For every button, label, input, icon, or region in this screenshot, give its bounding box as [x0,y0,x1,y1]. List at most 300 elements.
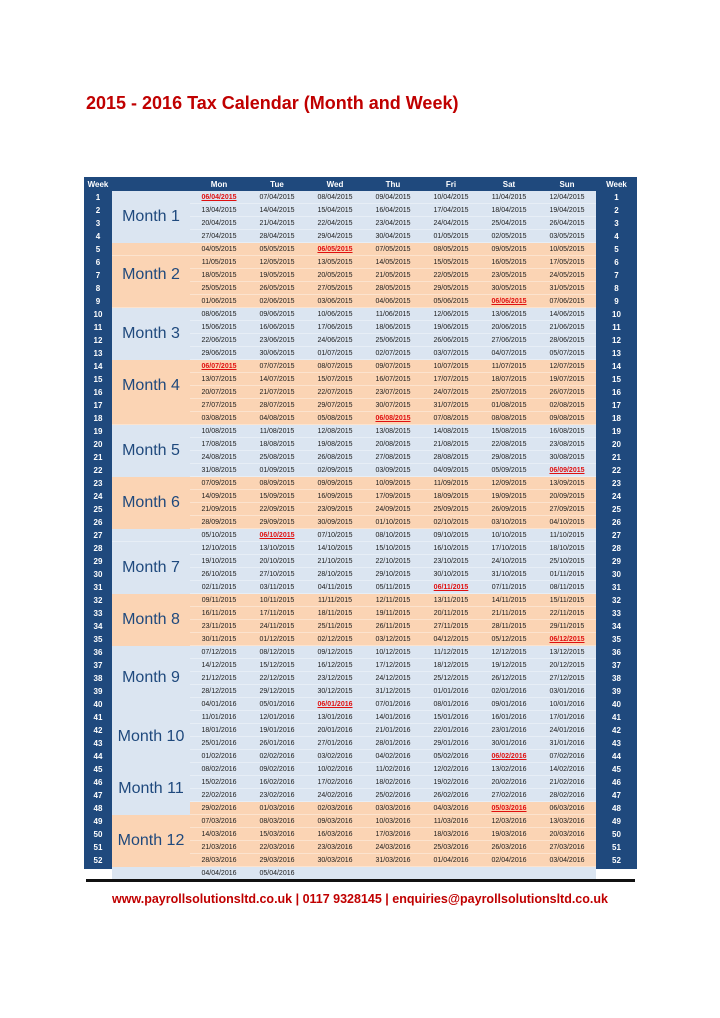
date-cell: 07/02/2016 [538,750,596,763]
table-row [84,308,637,321]
week-header-right: Week [606,179,627,189]
date-cell: 20/05/2015 [306,269,364,282]
date-cell: 19/03/2016 [480,828,538,841]
week-number: 50 [93,829,103,839]
date-cell: 13/11/2015 [422,594,480,607]
date-cell: 18/11/2015 [306,607,364,620]
date-cell: 10/02/2016 [306,763,364,776]
date-cell: 22/10/2015 [364,555,422,568]
highlighted-date-cell: 06/12/2015 [538,633,596,646]
table-row [84,243,637,256]
date-cell: 11/11/2015 [306,594,364,607]
week-number: 11 [612,322,621,332]
date-cell: 28/06/2015 [538,334,596,347]
week-number: 15 [93,374,103,384]
month-label: Month 12 [112,815,190,867]
date-cell: 14/08/2015 [422,425,480,438]
week-number: 26 [93,517,103,527]
date-cell: 02/11/2015 [190,581,248,594]
week-number: 34 [93,621,103,631]
week-number: 33 [612,608,621,618]
date-cell: 15/11/2015 [538,594,596,607]
date-cell: 08/07/2015 [306,360,364,373]
week-number: 18 [612,413,621,423]
date-cell: 03/11/2015 [248,581,306,594]
date-cell: 11/01/2016 [190,711,248,724]
date-cell: 25/03/2016 [422,841,480,854]
date-cell: 26/08/2015 [306,451,364,464]
date-cell: 08/03/2016 [248,815,306,828]
week-number: 53 [93,868,103,878]
date-cell: 22/07/2015 [306,386,364,399]
date-cell: 18/05/2015 [190,269,248,282]
date-cell: 16/11/2015 [190,607,248,620]
week-number: 35 [93,634,103,644]
date-cell [422,867,480,880]
date-cell: 20/07/2015 [190,386,248,399]
date-cell: 02/04/2016 [480,854,538,867]
date-cell: 28/08/2015 [422,451,480,464]
week-number: 21 [612,452,621,462]
week-number: 5 [614,244,619,254]
date-cell: 05/11/2015 [364,581,422,594]
date-cell: 24/10/2015 [480,555,538,568]
date-cell: 15/06/2015 [190,321,248,334]
week-number: 38 [612,673,621,683]
date-cell: 11/08/2015 [248,425,306,438]
date-cell: 08/05/2015 [422,243,480,256]
date-cell: 22/03/2016 [248,841,306,854]
date-cell: 10/11/2015 [248,594,306,607]
date-cell: 13/10/2015 [248,542,306,555]
date-cell: 10/09/2015 [364,477,422,490]
date-cell: 26/12/2015 [480,672,538,685]
date-cell: 23/04/2015 [364,217,422,230]
date-cell: 17/07/2015 [422,373,480,386]
week-number: 40 [612,699,621,709]
date-cell: 17/06/2015 [306,321,364,334]
table-row [84,542,637,555]
date-cell: 12/12/2015 [480,646,538,659]
date-cell: 04/10/2015 [538,516,596,529]
date-cell: 20/10/2015 [248,555,306,568]
date-cell: 13/04/2015 [190,204,248,217]
date-cell [364,867,422,880]
week-number: 51 [93,842,103,852]
date-cell: 11/05/2015 [190,256,248,269]
date-cell: 01/05/2015 [422,230,480,243]
date-cell: 06/03/2016 [538,802,596,815]
date-cell: 27/10/2015 [248,568,306,581]
month-spacer [112,412,190,425]
date-cell: 29/06/2015 [190,347,248,360]
date-cell: 12/08/2015 [306,425,364,438]
date-cell [480,867,538,880]
date-cell: 20/01/2016 [306,724,364,737]
date-cell: 10/01/2016 [538,698,596,711]
date-cell: 31/12/2015 [364,685,422,698]
highlighted-date-cell: 06/06/2015 [480,295,538,308]
date-cell: 30/12/2015 [306,685,364,698]
month-label: Month 10 [112,711,190,763]
date-cell: 23/09/2015 [306,503,364,516]
date-cell: 09/10/2015 [422,529,480,542]
date-cell: 25/09/2015 [422,503,480,516]
date-cell: 20/03/2016 [538,828,596,841]
date-cell: 14/11/2015 [480,594,538,607]
date-cell: 02/12/2015 [306,633,364,646]
date-cell: 25/04/2015 [480,217,538,230]
date-cell: 16/04/2015 [364,204,422,217]
table-row [84,867,637,880]
date-cell: 24/09/2015 [364,503,422,516]
date-cell: 28/01/2016 [364,737,422,750]
date-cell: 30/06/2015 [248,347,306,360]
week-number: 4 [614,231,619,241]
week-number: 12 [612,335,621,345]
date-cell: 26/05/2015 [248,282,306,295]
week-number: 36 [612,647,621,657]
week-number: 10 [93,309,103,319]
week-number: 46 [612,777,621,787]
date-cell: 24/03/2016 [364,841,422,854]
date-cell: 03/04/2016 [538,854,596,867]
table-row [84,256,637,269]
date-cell: 05/06/2015 [422,295,480,308]
date-cell: 03/10/2015 [480,516,538,529]
week-number: 49 [612,816,621,826]
date-cell: 15/04/2015 [306,204,364,217]
date-cell: 02/03/2016 [306,802,364,815]
date-cell: 25/06/2015 [364,334,422,347]
week-number: 29 [612,556,621,566]
date-cell: 05/07/2015 [538,347,596,360]
date-cell: 24/01/2016 [538,724,596,737]
highlighted-date-cell: 06/07/2015 [190,360,248,373]
month-label: Month 6 [112,477,190,529]
date-cell: 04/02/2016 [364,750,422,763]
week-number: 33 [93,608,103,618]
highlighted-date-cell: 06/04/2015 [190,191,248,204]
week-number: 11 [93,322,103,332]
date-cell: 14/10/2015 [306,542,364,555]
date-cell: 29/10/2015 [364,568,422,581]
week-number: 10 [612,309,621,319]
date-cell: 01/09/2015 [248,464,306,477]
week-number: 48 [93,803,103,813]
date-cell: 05/09/2015 [480,464,538,477]
date-cell: 19/05/2015 [248,269,306,282]
week-number: 17 [93,400,103,410]
date-cell: 15/12/2015 [248,659,306,672]
date-cell: 19/12/2015 [480,659,538,672]
date-cell: 22/08/2015 [480,438,538,451]
date-cell: 10/05/2015 [538,243,596,256]
week-number: 23 [93,478,103,488]
date-cell: 14/07/2015 [248,373,306,386]
week-number: 49 [93,816,103,826]
date-cell: 05/01/2016 [248,698,306,711]
date-cell: 12/07/2015 [538,360,596,373]
date-cell: 31/08/2015 [190,464,248,477]
week-number: 3 [95,218,101,228]
month-label: Month 8 [112,594,190,646]
date-cell: 02/10/2015 [422,516,480,529]
week-number: 13 [612,348,621,358]
date-cell: 07/12/2015 [190,646,248,659]
date-cell: 25/11/2015 [306,620,364,633]
date-cell: 14/02/2016 [538,763,596,776]
date-cell [306,867,364,880]
date-cell: 04/05/2015 [190,243,248,256]
date-cell: 25/10/2015 [538,555,596,568]
date-cell: 28/07/2015 [248,399,306,412]
date-cell: 15/03/2016 [248,828,306,841]
week-number: 20 [93,439,103,449]
date-cell: 07/03/2016 [190,815,248,828]
date-cell: 14/03/2016 [190,828,248,841]
table-row [84,529,637,542]
highlighted-date-cell: 06/11/2015 [422,581,480,594]
date-cell: 09/11/2015 [190,594,248,607]
date-cell: 08/09/2015 [248,477,306,490]
month-label: Month 1 [112,191,190,243]
date-cell: 29/11/2015 [538,620,596,633]
page-title: 2015 - 2016 Tax Calendar (Month and Week) [86,93,459,113]
week-number: 27 [612,530,621,540]
date-cell: 18/09/2015 [422,490,480,503]
date-cell: 19/10/2015 [190,555,248,568]
date-cell: 22/02/2016 [190,789,248,802]
month-label: Month 9 [112,646,190,711]
date-cell: 12/01/2016 [248,711,306,724]
date-cell: 05/08/2015 [306,412,364,425]
month-spacer [112,243,190,256]
date-cell: 03/07/2015 [422,347,480,360]
week-number: 42 [612,725,621,735]
date-cell: 21/08/2015 [422,438,480,451]
date-cell: 12/10/2015 [190,542,248,555]
date-cell: 07/11/2015 [480,581,538,594]
table-row [84,711,637,724]
date-cell: 07/05/2015 [364,243,422,256]
date-cell: 25/02/2016 [364,789,422,802]
month-label: Month 3 [112,308,190,360]
week-number: 38 [93,673,103,683]
date-cell: 24/04/2015 [422,217,480,230]
date-cell: 18/01/2016 [190,724,248,737]
date-cell: 27/03/2016 [538,841,596,854]
date-cell: 27/02/2016 [480,789,538,802]
date-cell: 27/06/2015 [480,334,538,347]
date-cell: 02/01/2016 [480,685,538,698]
date-cell: 30/04/2015 [364,230,422,243]
date-cell: 03/02/2016 [306,750,364,763]
week-number: 18 [93,413,103,423]
date-cell: 04/04/2016 [190,867,248,880]
date-cell: 08/04/2015 [306,191,364,204]
date-cell: 13/02/2016 [480,763,538,776]
date-cell: 16/12/2015 [306,659,364,672]
date-cell: 13/01/2016 [306,711,364,724]
date-cell: 24/12/2015 [364,672,422,685]
week-number: 47 [93,790,103,800]
date-cell: 28/04/2015 [248,230,306,243]
date-cell: 14/09/2015 [190,490,248,503]
date-cell: 04/01/2016 [190,698,248,711]
week-number: 50 [612,829,621,839]
date-cell: 05/05/2015 [248,243,306,256]
date-cell: 18/06/2015 [364,321,422,334]
date-cell: 04/09/2015 [422,464,480,477]
date-cell: 23/08/2015 [538,438,596,451]
table-row [84,763,637,776]
date-cell: 25/12/2015 [422,672,480,685]
date-cell: 08/02/2016 [190,763,248,776]
highlighted-date-cell: 06/01/2016 [306,698,364,711]
week-number: 51 [612,842,621,852]
month-label: Month 11 [112,763,190,815]
date-cell: 24/08/2015 [190,451,248,464]
date-cell: 31/05/2015 [538,282,596,295]
date-cell: 14/06/2015 [538,308,596,321]
date-cell: 19/07/2015 [538,373,596,386]
calendar-header-row [84,177,637,191]
date-cell: 09/04/2015 [364,191,422,204]
date-cell: 05/10/2015 [190,529,248,542]
date-cell: 18/03/2016 [422,828,480,841]
date-cell: 15/09/2015 [248,490,306,503]
date-cell: 28/10/2015 [306,568,364,581]
date-cell: 08/12/2015 [248,646,306,659]
week-number: 14 [612,361,621,371]
date-cell: 08/08/2015 [480,412,538,425]
table-row [84,360,637,373]
date-cell: 28/05/2015 [364,282,422,295]
date-cell: 25/07/2015 [480,386,538,399]
date-cell: 12/11/2015 [364,594,422,607]
date-cell: 08/10/2015 [364,529,422,542]
date-cell: 12/02/2016 [422,763,480,776]
date-cell: 10/08/2015 [190,425,248,438]
date-cell: 14/05/2015 [364,256,422,269]
date-cell: 10/12/2015 [364,646,422,659]
date-cell: 07/10/2015 [306,529,364,542]
table-row [84,191,637,204]
date-cell: 25/08/2015 [248,451,306,464]
date-cell: 05/12/2015 [480,633,538,646]
date-cell: 15/02/2016 [190,776,248,789]
date-cell: 23/01/2016 [480,724,538,737]
date-cell: 26/02/2016 [422,789,480,802]
week-number: 41 [93,712,103,722]
week-number: 22 [612,465,621,475]
week-number: 9 [95,296,101,306]
date-cell: 02/08/2015 [538,399,596,412]
date-cell: 10/10/2015 [480,529,538,542]
date-cell: 05/04/2016 [248,867,306,880]
table-row [84,412,637,425]
date-cell: 27/08/2015 [364,451,422,464]
footer-contact: www.payrollsolutionsltd.co.uk | 0117 9328145 | enquiries@payrollsolutionsltd.co.uk [112,892,608,906]
date-cell: 29/02/2016 [190,802,248,815]
date-cell: 11/06/2015 [364,308,422,321]
week-number: 52 [612,855,621,865]
date-cell: 25/01/2016 [190,737,248,750]
date-cell: 03/01/2016 [538,685,596,698]
week-number: 48 [612,803,621,813]
table-row [84,295,637,308]
date-cell: 10/07/2015 [422,360,480,373]
day-header: Thu [385,179,401,189]
date-cell: 09/01/2016 [480,698,538,711]
date-cell: 16/08/2015 [538,425,596,438]
date-cell: 03/12/2015 [364,633,422,646]
date-cell: 16/07/2015 [364,373,422,386]
week-number: 19 [93,426,103,436]
week-number: 43 [93,738,103,748]
date-cell: 01/06/2015 [190,295,248,308]
date-cell: 18/10/2015 [538,542,596,555]
date-cell: 22/11/2015 [538,607,596,620]
date-cell: 04/08/2015 [248,412,306,425]
date-cell: 11/09/2015 [422,477,480,490]
week-number: 43 [612,738,621,748]
date-cell: 20/08/2015 [364,438,422,451]
week-number: 19 [612,426,621,436]
week-number: 41 [612,712,621,722]
date-cell: 23/07/2015 [364,386,422,399]
date-cell: 21/04/2015 [248,217,306,230]
date-cell: 26/01/2016 [248,737,306,750]
date-cell: 16/01/2016 [480,711,538,724]
date-cell: 31/10/2015 [480,568,538,581]
week-number: 53 [612,868,621,878]
date-cell: 19/09/2015 [480,490,538,503]
week-number: 2 [95,205,101,215]
date-cell: 01/02/2016 [190,750,248,763]
date-cell: 15/01/2016 [422,711,480,724]
day-header: Wed [326,179,344,189]
week-number: 52 [93,855,103,865]
date-cell: 28/11/2015 [480,620,538,633]
date-cell: 21/10/2015 [306,555,364,568]
date-cell: 11/02/2016 [364,763,422,776]
date-cell: 31/07/2015 [422,399,480,412]
week-number: 24 [93,491,103,501]
date-cell: 18/07/2015 [480,373,538,386]
date-cell: 16/09/2015 [306,490,364,503]
date-cell: 12/09/2015 [480,477,538,490]
week-number: 45 [93,764,103,774]
date-cell: 01/01/2016 [422,685,480,698]
table-row [84,815,637,828]
date-cell: 08/01/2016 [422,698,480,711]
week-number: 45 [612,764,621,774]
date-cell: 19/08/2015 [306,438,364,451]
week-number: 1 [95,192,101,202]
day-header: Sun [559,179,575,189]
date-cell: 16/05/2015 [480,256,538,269]
date-cell: 04/11/2015 [306,581,364,594]
month-header [112,177,190,191]
highlighted-date-cell: 06/10/2015 [248,529,306,542]
day-header: Mon [210,179,228,189]
date-cell: 11/10/2015 [538,529,596,542]
date-cell: 20/04/2015 [190,217,248,230]
month-spacer [112,867,190,880]
date-cell: 21/07/2015 [248,386,306,399]
